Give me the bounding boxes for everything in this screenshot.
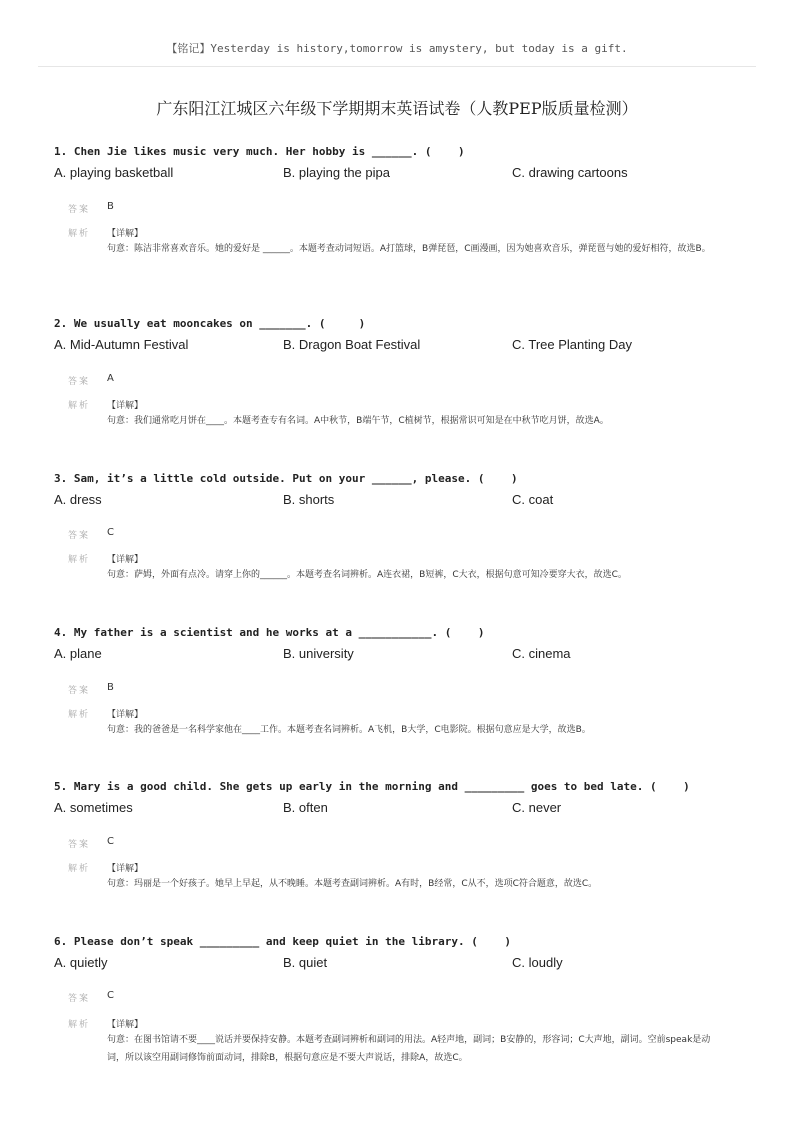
- option-c: C. never: [512, 800, 562, 815]
- option-c: C. loudly: [512, 955, 563, 970]
- explanation-label: 解析: [68, 864, 91, 874]
- explanation-label: 解析: [68, 401, 91, 411]
- option-a: A. dress: [54, 492, 102, 507]
- question-stem: 5. Mary is a good child. She gets up early in the morning and _________ goes to bed late. ( ): [54, 780, 690, 793]
- question-stem: 3. Sam, it’s a little cold outside. Put on your ______, please. ( ): [54, 472, 518, 485]
- question-stem: 2. We usually eat mooncakes on _______. ( ): [54, 317, 366, 330]
- option-b: B. university: [283, 646, 354, 661]
- detail-tag: 【详解】: [107, 401, 144, 411]
- question-stem: 1. Chen Jie likes music very much. Her hobby is ______. ( ): [54, 145, 465, 158]
- option-b: B. playing the pipa: [283, 165, 390, 180]
- answer-value: B: [107, 201, 114, 212]
- option-a: A. plane: [54, 646, 102, 661]
- option-b: B. often: [283, 800, 328, 815]
- question-stem: 4. My father is a scientist and he works at a ___________. ( ): [54, 626, 485, 639]
- detail-tag: 【详解】: [107, 555, 144, 565]
- motto-line: 【铭记】Yesterday is history,tomorrow is amystery, but today is a gift.: [166, 42, 628, 55]
- answer-label: 答案: [68, 531, 91, 541]
- option-b: B. Dragon Boat Festival: [283, 337, 421, 352]
- answer-label: 答案: [68, 994, 91, 1004]
- answer-value: C: [107, 836, 114, 847]
- answer-value: C: [107, 527, 114, 538]
- explanation-text: 句意：玛丽是一个好孩子。她早上早起，从不晚睡。本题考查副词辨析。A有时，B经常，C从不，选项C符合题意，故选C。: [107, 879, 598, 889]
- option-b: B. quiet: [283, 955, 328, 970]
- option-a: A. quietly: [54, 955, 108, 970]
- explanation-text: 句意：在图书馆请不要____说话并要保持安静。本题考查副词辨析和副词的用法。A轻声地，副词；B安静的，形容词；C大声地，副词。空前speak是动词，所以该空用副词修饰前面动词，排除B，根据句意应是不要大声说话，排除A，故选C。: [107, 1035, 711, 1063]
- option-c: C. Tree Planting Day: [512, 337, 632, 352]
- detail-tag: 【详解】: [107, 229, 144, 239]
- explanation-label: 解析: [68, 710, 91, 720]
- answer-label: 答案: [68, 205, 91, 215]
- explanation-text: 句意：萨姆，外面有点冷。请穿上你的______。本题考查名词辨析。A连衣裙，B短裤，C大衣，根据句意可知冷要穿大衣，故选C。: [107, 570, 627, 580]
- question-stem: 6. Please don’t speak _________ and keep quiet in the library. ( ): [54, 935, 511, 948]
- answer-value: B: [107, 682, 114, 693]
- explanation-text: 句意：我的爸爸是一名科学家他在____工作。本题考查名词辨析。A飞机，B大学，C电影院。根据句意应是大学，故选B。: [107, 725, 591, 735]
- explanation-text: 句意：陈洁非常喜欢音乐。她的爱好是 ______。本题考查动词短语。A打篮球，B弹琵琶，C画漫画，因为她喜欢音乐，弹琵琶与她的爱好相符，故选B。: [107, 244, 711, 254]
- answer-value: C: [107, 990, 114, 1001]
- answer-label: 答案: [68, 377, 91, 387]
- option-c: C. drawing cartoons: [512, 165, 628, 180]
- explanation-label: 解析: [68, 229, 91, 239]
- explanation-text: 句意：我们通常吃月饼在____。本题考查专有名词。A中秋节，B端午节，C植树节，根据常识可知是在中秋节吃月饼，故选A。: [107, 416, 609, 426]
- explanation-label: 解析: [68, 1020, 91, 1030]
- option-c: C. coat: [512, 492, 554, 507]
- answer-label: 答案: [68, 686, 91, 696]
- option-a: A. sometimes: [54, 800, 133, 815]
- header-divider: [38, 66, 756, 67]
- option-a: A. playing basketball: [54, 165, 174, 180]
- detail-tag: 【详解】: [107, 1020, 144, 1030]
- option-a: A. Mid-Autumn Festival: [54, 337, 189, 352]
- explanation-label: 解析: [68, 555, 91, 565]
- detail-tag: 【详解】: [107, 710, 144, 720]
- option-c: C. cinema: [512, 646, 571, 661]
- option-b: B. shorts: [283, 492, 335, 507]
- answer-value: A: [107, 373, 114, 384]
- detail-tag: 【详解】: [107, 864, 144, 874]
- answer-label: 答案: [68, 840, 91, 850]
- page-title: 广东阳江江城区六年级下学期期末英语试卷（人教PEP版质量检测）: [156, 99, 638, 118]
